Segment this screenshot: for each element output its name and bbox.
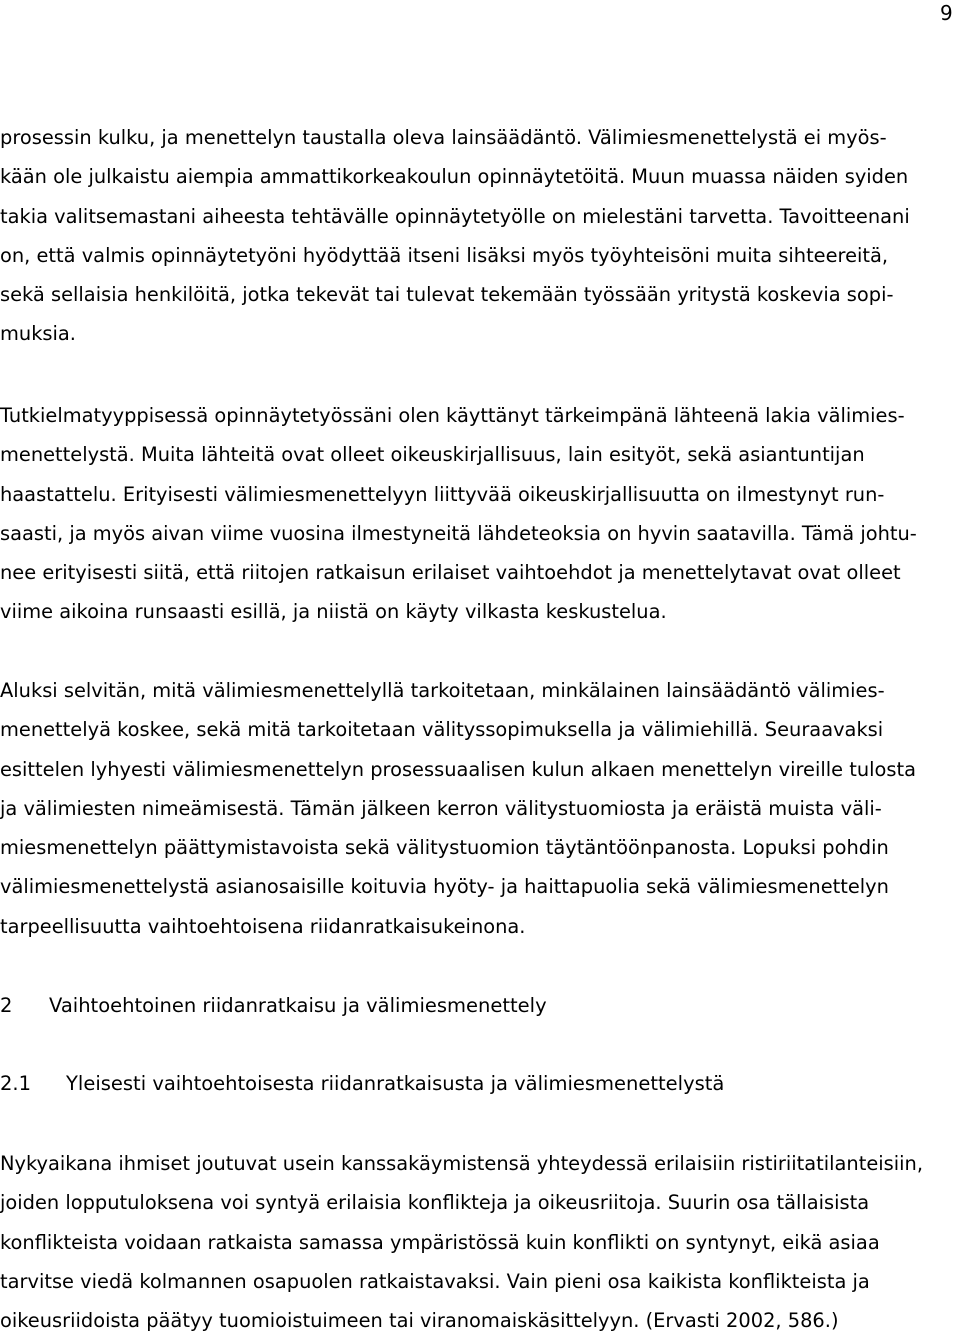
text-line: konflikteista voidaan ratkaista samassa ympäristössä kuin konflikti on syntynyt, eikä asiaa <box>0 1230 880 1254</box>
paragraph-body <box>0 1144 960 1340</box>
text-line: tarvitse viedä kolmannen osapuolen ratkaistavaksi. Vain pieni osa kaikista konflikteista ja <box>0 1269 870 1293</box>
text-line: menettelystä. Muita lähteitä ovat olleet oikeuskirjallisuus, lain esityöt, sekä asiantuntijan <box>0 443 865 467</box>
text-line: oikeusriidoista päätyy tuomioistuimeen tai viranomaiskäsittelyyn. (Ervasti 2002, 586.) <box>0 1309 839 1333</box>
section-heading <box>0 991 547 1021</box>
text-line: haastattelu. Erityisesti välimiesmenettelyyn liittyvää oikeuskirjallisuutta on ilmestynyt run- <box>0 482 885 506</box>
section-title: Vaihtoehtoinen riidanratkaisu ja välimiesmenettely <box>49 994 547 1017</box>
text-line: menettelyä koskee, sekä mitä tarkoitetaan välityssopimuksella ja välimiehillä. Seuraavaksi <box>0 718 884 742</box>
text-line: nee erityisesti siitä, että riitojen ratkaisun erilaiset vaihtoehdot ja menettelytavat ovat olleet <box>0 561 901 585</box>
text-line: viime aikoina runsaasti esillä, ja niistä on käyty vilkasta keskustelua. <box>0 600 667 624</box>
text-line: Aluksi selvitän, mitä välimiesmenettelyllä tarkoitetaan, minkälainen lainsäädäntö välimies- <box>0 679 885 702</box>
subsection-title: Yleisesti vaihtoehtoisesta riidanratkaisusta ja välimiesmenettelystä <box>66 1072 725 1095</box>
text-line: tarpeellisuutta vaihtoehtoisena riidanratkaisukeinona. <box>0 914 526 938</box>
subsection-heading <box>0 1069 724 1099</box>
page-number: 9 <box>940 1 953 25</box>
paragraph-structure <box>0 671 960 946</box>
text-line: välimiesmenettelystä asianosaisille koituvia hyöty- ja haittapuolia sekä välimiesmenettelyn <box>0 875 889 899</box>
text-line: prosessin kulku, ja menettelyn taustalla oleva lainsäädäntö. Välimiesmenettelystä ei myös- <box>0 126 887 149</box>
paragraph-intro <box>0 118 960 354</box>
text-line: joiden lopputuloksena voi syntyä erilaisia konflikteja ja oikeusriitoja. Suurin osa tällaisista <box>0 1191 870 1215</box>
text-line: esittelen lyhyesti välimiesmenettelyn prosessuaalisen kulun alkaen menettelyn vireille tulosta <box>0 757 917 781</box>
text-line: ja välimiesten nimeämisestä. Tämän jälkeen kerron välitystuomiosta ja eräistä muista väli- <box>0 796 882 820</box>
text-line: takia valitsemastani aiheesta tehtävälle opinnäytetyölle on mielestäni tarvetta. Tavoitteenani <box>0 204 910 228</box>
text-line: miesmenettelyn päättymistavoista sekä välitystuomion täytäntöönpanosta. Lopuksi pohdin <box>0 836 889 860</box>
text-line: Tutkielmatyyppisessä opinnäytetyössäni olen käyttänyt tärkeimpänä lähteenä lakia välimies- <box>0 404 905 427</box>
section-number: 2 <box>0 994 13 1017</box>
text-line: sekä sellaisia henkilöitä, jotka tekevät tai tulevat tekemään työssään yritystä koskevia sopi- <box>0 283 894 307</box>
text-line: saasti, ja myös aivan viime vuosina ilmestyneitä lähdeteoksia on hyvin saatavilla. Tämä johtu- <box>0 521 917 545</box>
text-line: Nykyaikana ihmiset joutuvat usein kanssakäymistensä yhteydessä erilaisiin ristiriitatilanteisiin, <box>0 1152 923 1175</box>
text-line: muksia. <box>0 322 76 346</box>
text-line: on, että valmis opinnäytetyöni hyödyttää itseni lisäksi myös työyhteisöni muita sihteereitä, <box>0 243 889 267</box>
text-line: kään ole julkaistu aiempia ammattikorkeakoulun opinnäytetöitä. Muun muassa näiden syiden <box>0 165 909 189</box>
subsection-number: 2.1 <box>0 1072 32 1095</box>
paragraph-sources <box>0 396 960 632</box>
